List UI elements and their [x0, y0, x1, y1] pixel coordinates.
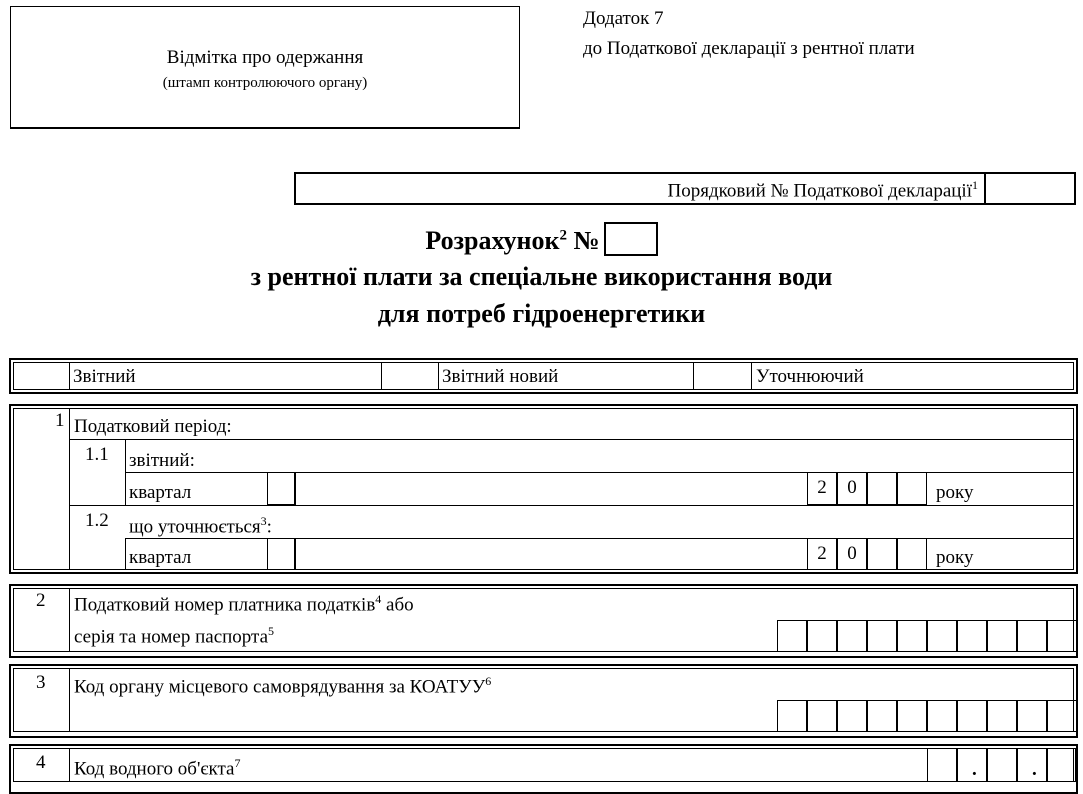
section-3-frame	[9, 664, 1078, 738]
water-body-code-cell-4[interactable]	[1017, 748, 1047, 782]
koatuu-code-cell-3[interactable]	[837, 700, 867, 732]
water-body-code-separator-1: .	[972, 759, 977, 780]
koatuu-code-cell-6[interactable]	[927, 700, 957, 732]
doc-type-corrective: Уточнюючий	[756, 366, 864, 387]
section-1-1-quarter-label: квартал	[129, 482, 192, 503]
water-body-code-separator-2: .	[1032, 759, 1037, 780]
taxpayer-number-cell-5[interactable]	[897, 620, 927, 652]
section-2-number: 2	[36, 590, 46, 611]
section-1-2-quarter-label: квартал	[129, 547, 192, 568]
section-1-1-year-digit-2[interactable]: 0	[837, 472, 867, 505]
section-3-number: 3	[36, 672, 46, 693]
stamp-subtitle: (штамп контролюючого органу)	[162, 75, 368, 91]
section-1-1-number: 1.1	[85, 444, 109, 465]
koatuu-code-cell-5[interactable]	[897, 700, 927, 732]
declaration-number-field[interactable]	[984, 172, 1074, 205]
section-4-number: 4	[36, 752, 46, 773]
receipt-stamp-box	[10, 6, 520, 129]
koatuu-code-cell-2[interactable]	[807, 700, 837, 732]
taxpayer-number-cell-2[interactable]	[807, 620, 837, 652]
section-1-1-year-digit-4[interactable]	[897, 472, 927, 505]
document-type-frame	[9, 358, 1078, 394]
taxpayer-number-cell-9[interactable]	[1017, 620, 1047, 652]
section-1-2-year-digit-2[interactable]: 0	[837, 538, 867, 570]
koatuu-code-cell-9[interactable]	[1017, 700, 1047, 732]
section-1-1-year-label: року	[936, 482, 974, 503]
section-2-frame	[9, 584, 1078, 658]
section-4-frame	[9, 744, 1078, 794]
section-1-1-year-digit-1[interactable]: 2	[807, 472, 837, 505]
taxpayer-number-cell-8[interactable]	[987, 620, 1017, 652]
stamp-title: Відмітка про одержання	[166, 47, 364, 68]
form-subtitle-2: для потреб гідроенергетики	[377, 299, 706, 328]
taxpayer-number-cell-6[interactable]	[927, 620, 957, 652]
section-3-label: Код органу місцевого самоврядування за КОАТУУ$^6$	[74, 674, 492, 698]
water-body-code-cell-3[interactable]	[987, 748, 1017, 782]
section-1-2-year-digit-3[interactable]	[867, 538, 897, 570]
taxpayer-number-cell-1[interactable]	[777, 620, 807, 652]
form-subtitle-1: з рентної плати за спеціальне використання води	[250, 262, 833, 291]
section-1-frame	[9, 404, 1078, 574]
annex-reference: до Податкової декларації з рентної плати	[583, 38, 915, 59]
koatuu-code-cell-1[interactable]	[777, 700, 807, 732]
section-1-2-label: що уточнюється$^3$:	[129, 514, 272, 538]
doc-type-reporting: Звітний	[73, 366, 136, 387]
section-1-2-year-label: року	[936, 547, 974, 568]
koatuu-code-cell-10[interactable]	[1047, 700, 1077, 732]
calculation-number-field[interactable]	[604, 222, 658, 256]
section-1-1-year-digit-3[interactable]	[867, 472, 897, 505]
koatuu-code-cell-7[interactable]	[957, 700, 987, 732]
annex-number: Додаток 7	[583, 8, 664, 29]
section-2-label-line2: серія та номер паспорта$^5$	[74, 624, 275, 648]
section-4-label: Код водного об'єкта$^7$	[74, 756, 241, 780]
declaration-number-row	[294, 172, 1076, 205]
taxpayer-number-cell-4[interactable]	[867, 620, 897, 652]
section-1-2-year-digit-4[interactable]	[897, 538, 927, 570]
section-1-2-year-digit-1[interactable]: 2	[807, 538, 837, 570]
section-1-2-quarter-field[interactable]	[267, 538, 295, 570]
taxpayer-number-cell-7[interactable]	[957, 620, 987, 652]
koatuu-code-cell-4[interactable]	[867, 700, 897, 732]
taxpayer-number-cell-3[interactable]	[837, 620, 867, 652]
doc-type-new-checkbox[interactable]	[381, 362, 439, 390]
water-body-code-cell-1[interactable]	[927, 748, 957, 782]
section-1-2-number: 1.2	[85, 510, 109, 531]
section-1-number: 1	[55, 410, 65, 431]
section-1-1-quarter-field[interactable]	[267, 472, 295, 505]
form-title: Розрахунок$^2$ №	[0, 226, 1083, 260]
water-body-code-cell-2[interactable]	[957, 748, 987, 782]
koatuu-code-cell-8[interactable]	[987, 700, 1017, 732]
section-1-1-label: звітний:	[129, 450, 195, 471]
doc-type-new-reporting: Звітний новий	[442, 366, 559, 387]
taxpayer-number-cell-10[interactable]	[1047, 620, 1077, 652]
section-1-label: Податковий період:	[74, 416, 232, 437]
water-body-code-cell-5[interactable]	[1047, 748, 1076, 782]
section-2-label-line1: Податковий номер платника податків$^4$ або	[74, 592, 414, 616]
declaration-number-label: Порядковий № Податкової декларації$^1$	[667, 178, 978, 202]
